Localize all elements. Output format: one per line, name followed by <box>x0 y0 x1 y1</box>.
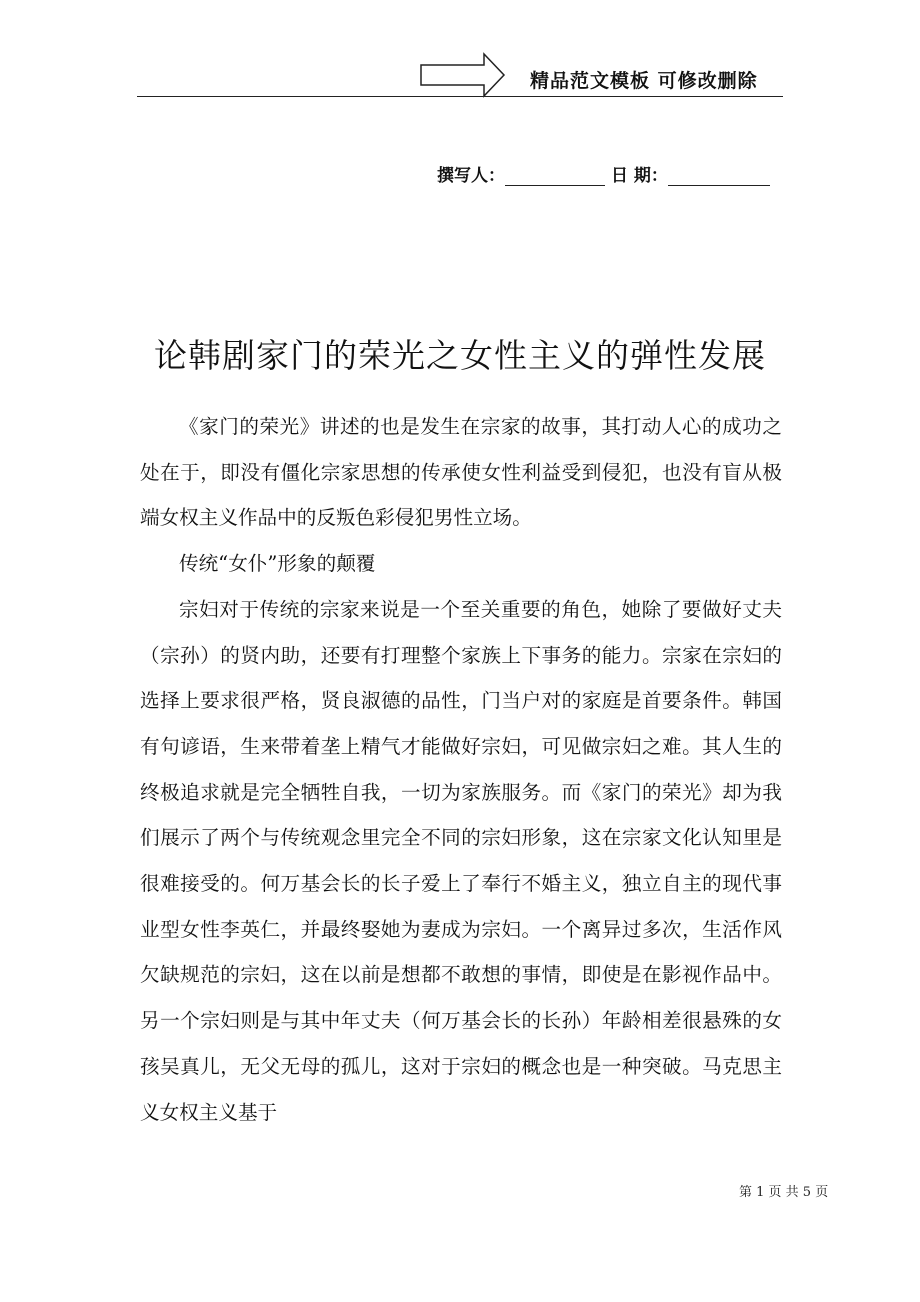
paragraph: 宗妇对于传统的宗家来说是一个至关重要的角色，她除了要做好丈夫（宗孙）的贤内助，还要有打理整个家族上下事务的能力。宗家在宗妇的选择上要求很严格，贤良淑德的品性，门当户对的家庭是首要条件。韩国有句谚语，生来带着垄上精气才能做好宗妇，可见做宗妇之难。其人生的终极追求就是完全牺牲自我，一切为家族服务。而《家门的荣光》却为我们展示了两个与传统观念里完全不同的宗妇形象，这在宗家文化认知里是很难接受的。何万基会长的长子爱上了奉行不婚主义，独立自主的现代事业型女性李英仁，并最终娶她为妻成为宗妇。一个离异过多次，生活作风欠缺规范的宗妇，这在以前是想都不敢想的事情，即使是在影视作品中。另一个宗妇则是与其中年丈夫（何万基会长的长孙）年龄相差很悬殊的女孩吴真儿，无父无母的孤儿，这对于宗妇的概念也是一种突破。马克思主义女权主义基于 <box>140 597 782 1124</box>
document-body <box>140 404 782 1135</box>
header-divider <box>137 96 783 97</box>
template-banner: 精品范文模板 可修改删除 <box>530 70 758 92</box>
author-label: 撰写人： <box>437 166 505 186</box>
date-label: 日 期： <box>611 166 668 186</box>
author-blank-line <box>505 167 605 186</box>
section-heading: 传统“女仆”形象的颠覆 <box>179 552 376 576</box>
arrow-right-icon <box>420 52 506 98</box>
page-indicator: 第 1 页 共 5 页 <box>739 1185 829 1200</box>
date-blank-line <box>668 167 770 186</box>
paragraph: 《家门的荣光》讲述的也是发生在宗家的故事，其打动人心的成功之处在于，即没有僵化宗家思想的传承使女性利益受到侵犯，也没有盲从极端女权主义作品中的反叛色彩侵犯男性立场。 <box>140 415 782 530</box>
author-date-row <box>437 161 770 186</box>
document-title: 论韩剧家门的荣光之女性主义的弹性发展 <box>154 336 766 375</box>
